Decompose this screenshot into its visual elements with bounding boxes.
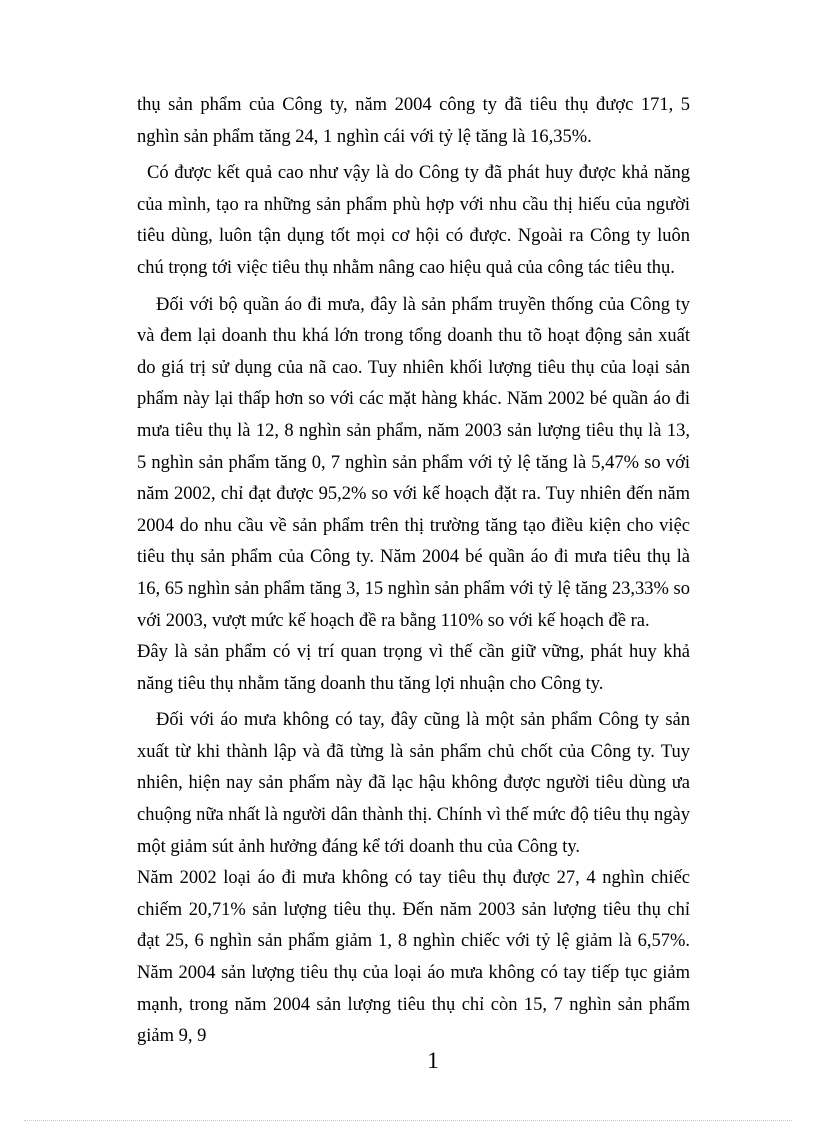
page-number: 1: [427, 1048, 439, 1073]
paragraph-results-reason: Có được kết quả cao như vậy là do Công ty đã phát huy được khả năng của mình, tạo ra những sản phẩm phù hợp với nhu cầu thị hiếu của người tiêu dùng, luôn tận dụng tốt mọi cơ hội có được. Ngoài ra Công ty luôn chú trọng tới việc tiêu thụ nhằm nâng cao hiệu quả của công tác tiêu thụ.: [137, 163, 690, 278]
paragraph-sleeveless-raincoat: Đối với áo mưa không có tay, đây cũng là một sản phẩm Công ty sản xuất từ khi thành lập và đã từng là sản phẩm chủ chốt của Công ty. Tuy nhiên, hiện nay sản phẩm này đã lạc hậu không được người tiêu dùng ưa chuộng nữa nhất là người dân thành thị. Chính vì thế mức độ tiêu thụ ngày một giảm sút ảnh hưởng đáng kể tới doanh thu của Công ty.: [137, 710, 690, 857]
paragraph-raincoat-set: Đối với bộ quần áo đi mưa, đây là sản phẩm truyền thống của Công ty và đem lại doanh thu khá lớn trong tổng doanh thu tõ hoạt động sản xuất do giá trị sử dụng của nã cao. Tuy nhiên khối lượng tiêu thụ của loại sản phẩm này lại thấp hơn so với các mặt hàng khác. Năm 2002 bé quần áo đi mưa tiêu thụ là 12, 8 nghìn sản phẩm, năm 2003 sản lượng tiêu thụ là 13, 5 nghìn sản phẩm tăng 0, 7 nghìn sản phẩm với tỷ lệ tăng là 5,47% so với năm 2002, chỉ đạt được 95,2% so với kế hoạch đặt ra. Tuy nhiên đến năm 2004 do nhu cầu về sản phẩm trên thị trường tăng tạo điều kiện cho việc tiêu thụ sản phẩm của Công ty. Năm 2004 bé quần áo đi mưa tiêu thụ là 16, 65 nghìn sản phẩm tăng 3, 15 nghìn sản phẩm với tỷ lệ tăng 23,33% so với 2003, vượt mức kế hoạch đề ra bằng 110% so với kế hoạch đề ra.: [137, 294, 690, 631]
paragraph-sleeveless-sales: Năm 2002 loại áo đi mưa không có tay tiêu thụ được 27, 4 nghìn chiếc chiếm 20,71% sản lượng tiêu thụ. Đến năm 2003 sản lượng tiêu thụ chỉ đạt 25, 6 nghìn sản phẩm giảm 1, 8 nghìn chiếc với tỷ lệ giảm là 6,57%. Năm 2004 sản lượng tiêu thụ của loại áo mưa không có tay tiếp tục giảm mạnh, trong năm 2004 sản lượng tiêu thụ chỉ còn 15, 7 nghìn sản phẩm giảm 9, 9: [137, 868, 690, 1047]
body-text: [137, 90, 690, 1053]
paragraph-sales-total: thụ sản phẩm của Công ty, năm 2004 công ty đã tiêu thụ được 171, 5 nghìn sản phẩm tăng 24, 1 nghìn cái với tỷ lệ tăng là 16,35%.: [137, 95, 690, 147]
paragraph-important-product: Đây là sản phẩm có vị trí quan trọng vì thế cần giữ vững, phát huy khả năng tiêu thụ nhằm tăng doanh thu tăng lợi nhuận cho Công ty.: [137, 642, 690, 694]
page-border-divider: [24, 1120, 792, 1121]
